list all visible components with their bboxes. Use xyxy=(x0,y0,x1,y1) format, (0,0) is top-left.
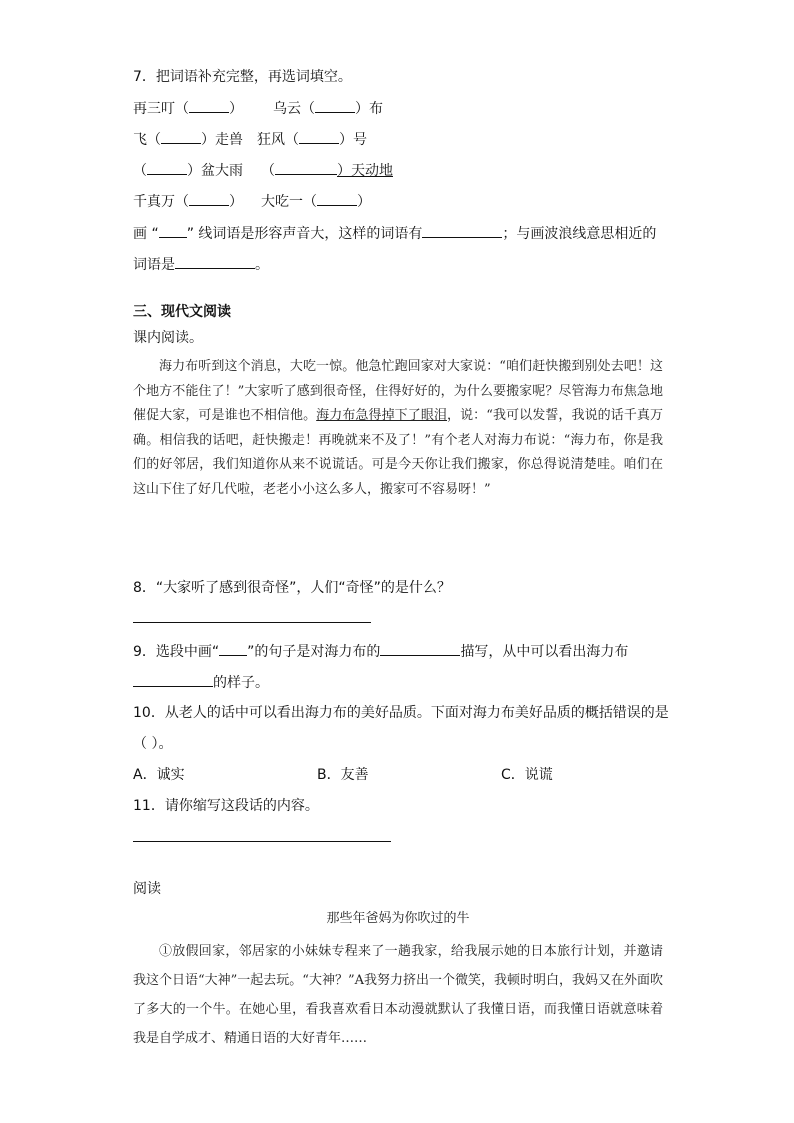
fill-blank[interactable] xyxy=(147,159,187,175)
passage xyxy=(133,355,663,502)
fill-blank[interactable] xyxy=(315,97,355,113)
q9-row1 xyxy=(133,640,628,661)
reading-paragraph: ①放假回家，邻居家的小妹妹专程来了一趟我家，给我展示她的日本旅行计划，并邀请我这个日语“大神”一起去玩。“大神？”A我努力挤出一个微笑，我顿时明白，我妈又在外面吹了多大的一个牛。在她心里，看我喜欢看日本动漫就默认了我懂日语，而我懂日语就意味着我是自学成才、精通日语的大好青年…… xyxy=(133,944,663,1046)
fill-blank[interactable] xyxy=(189,97,229,113)
q10-option-a[interactable]: A．诚实 xyxy=(133,767,185,783)
q7-r2a-post: ）走兽 xyxy=(201,132,243,148)
q9-b: ”的句子是对海力布的 xyxy=(247,644,381,660)
q7-r4b-pre: 大吃一（ xyxy=(261,194,317,210)
reading-label: 阅读 xyxy=(133,881,161,897)
q7-r3a-pre: （ xyxy=(133,163,147,179)
q7-title: 7．把词语补充完整，再选词填空。 xyxy=(133,69,352,85)
q7-r5-a: 画 “ xyxy=(133,226,159,242)
q10-paren: （ ）。 xyxy=(133,736,173,752)
q7-r1b-pre: 乌云（ xyxy=(273,101,315,117)
q7-row3 xyxy=(133,159,393,180)
q7-r2b-post: ）号 xyxy=(339,132,367,148)
q9-a: 9．选段中画“ xyxy=(133,644,220,660)
q7-row1 xyxy=(133,97,383,118)
fill-blank[interactable] xyxy=(380,640,460,656)
q7-r6-b: 。 xyxy=(255,257,269,273)
q7-r1a-pre: 再三叮（ xyxy=(133,101,189,117)
section-heading: 三、现代文阅读 xyxy=(133,304,231,320)
fill-blank[interactable] xyxy=(422,222,502,238)
q7-r3a-post: ）盆大雨 xyxy=(187,163,243,179)
q7-r5-c: ；与画波浪线意思相近的 xyxy=(502,226,657,242)
passage-part-1: 海力布听到这个消息，大吃一惊。他急忙跑回家对大家说：“咱们赶快搬到别处去吧！这个地方不能住了！”大家听了感到很奇怪，住得好好的，为什么要搬家呢？尽管海力布焦急地催促大家，可是谁也不相信他。 xyxy=(133,359,663,423)
q7-r4a-post: ） xyxy=(229,194,243,210)
q8-answer-line[interactable] xyxy=(133,622,371,623)
q7-r2b-pre: 狂风（ xyxy=(257,132,299,148)
q7-row5 xyxy=(133,222,656,243)
q7-r6-a: 词语是 xyxy=(133,257,175,273)
q10-option-c[interactable]: C．说谎 xyxy=(501,767,553,783)
fill-blank[interactable] xyxy=(189,190,229,206)
q7-r1b-post: ）布 xyxy=(355,101,383,117)
q7-r3b-pre: （ xyxy=(261,163,275,179)
fill-blank[interactable] xyxy=(275,159,337,175)
q7-r1a-post: ） xyxy=(229,101,243,117)
passage-underlined-sentence: 海力布急得掉下了眼泪 xyxy=(316,408,448,423)
reading-title: 那些年爸妈为你吹过的牛 xyxy=(326,911,470,926)
q7-r4b-post: ） xyxy=(357,194,371,210)
q7-r3b-post: ）天动地 xyxy=(337,163,393,179)
q7-row4 xyxy=(133,190,371,211)
fill-blank[interactable] xyxy=(299,128,339,144)
fill-blank[interactable] xyxy=(161,128,201,144)
q8-text: 8．“大家听了感到很奇怪”，人们“奇怪”的是什么？ xyxy=(133,580,451,596)
q9-d: 的样子。 xyxy=(213,675,269,691)
q7-r4a-pre: 千真万（ xyxy=(133,194,189,210)
q10-option-b[interactable]: B．友善 xyxy=(317,767,369,783)
fill-blank[interactable] xyxy=(159,222,187,238)
fill-blank[interactable] xyxy=(133,671,213,687)
fill-blank[interactable] xyxy=(317,190,357,206)
q7-r5-b: ” 线词语是形容声音大，这样的词语有 xyxy=(186,226,423,242)
fill-blank[interactable] xyxy=(175,253,255,269)
fill-blank[interactable] xyxy=(219,640,247,656)
q9-c: 描写，从中可以看出海力布 xyxy=(460,644,629,660)
q7-row2 xyxy=(133,128,367,149)
passage-part-2: ，说：“我可以发誓，我说的话千真万确。相信我的话吧，赶快搬走！再晚就来不及了！”有个老人对海力布说：“海力布，你是我们的好邻居，我们知道你从来不说谎话。可是今天你让我们搬家，你总得说清楚哇。咱们在这山下住了好几代啦，老老小小这么多人，搬家可不容易呀！” xyxy=(133,408,663,497)
q11-text: 11．请你缩写这段话的内容。 xyxy=(133,798,319,814)
q7-r2a-pre: 飞（ xyxy=(133,132,161,148)
q10-text: 10．从老人的话中可以看出海力布的美好品质。下面对海力布美好品质的概括错误的是 xyxy=(133,705,669,721)
q7-row6 xyxy=(133,253,269,274)
section-subheading: 课内阅读。 xyxy=(133,330,203,346)
q9-row2 xyxy=(133,671,269,692)
q11-answer-line[interactable] xyxy=(133,841,391,842)
